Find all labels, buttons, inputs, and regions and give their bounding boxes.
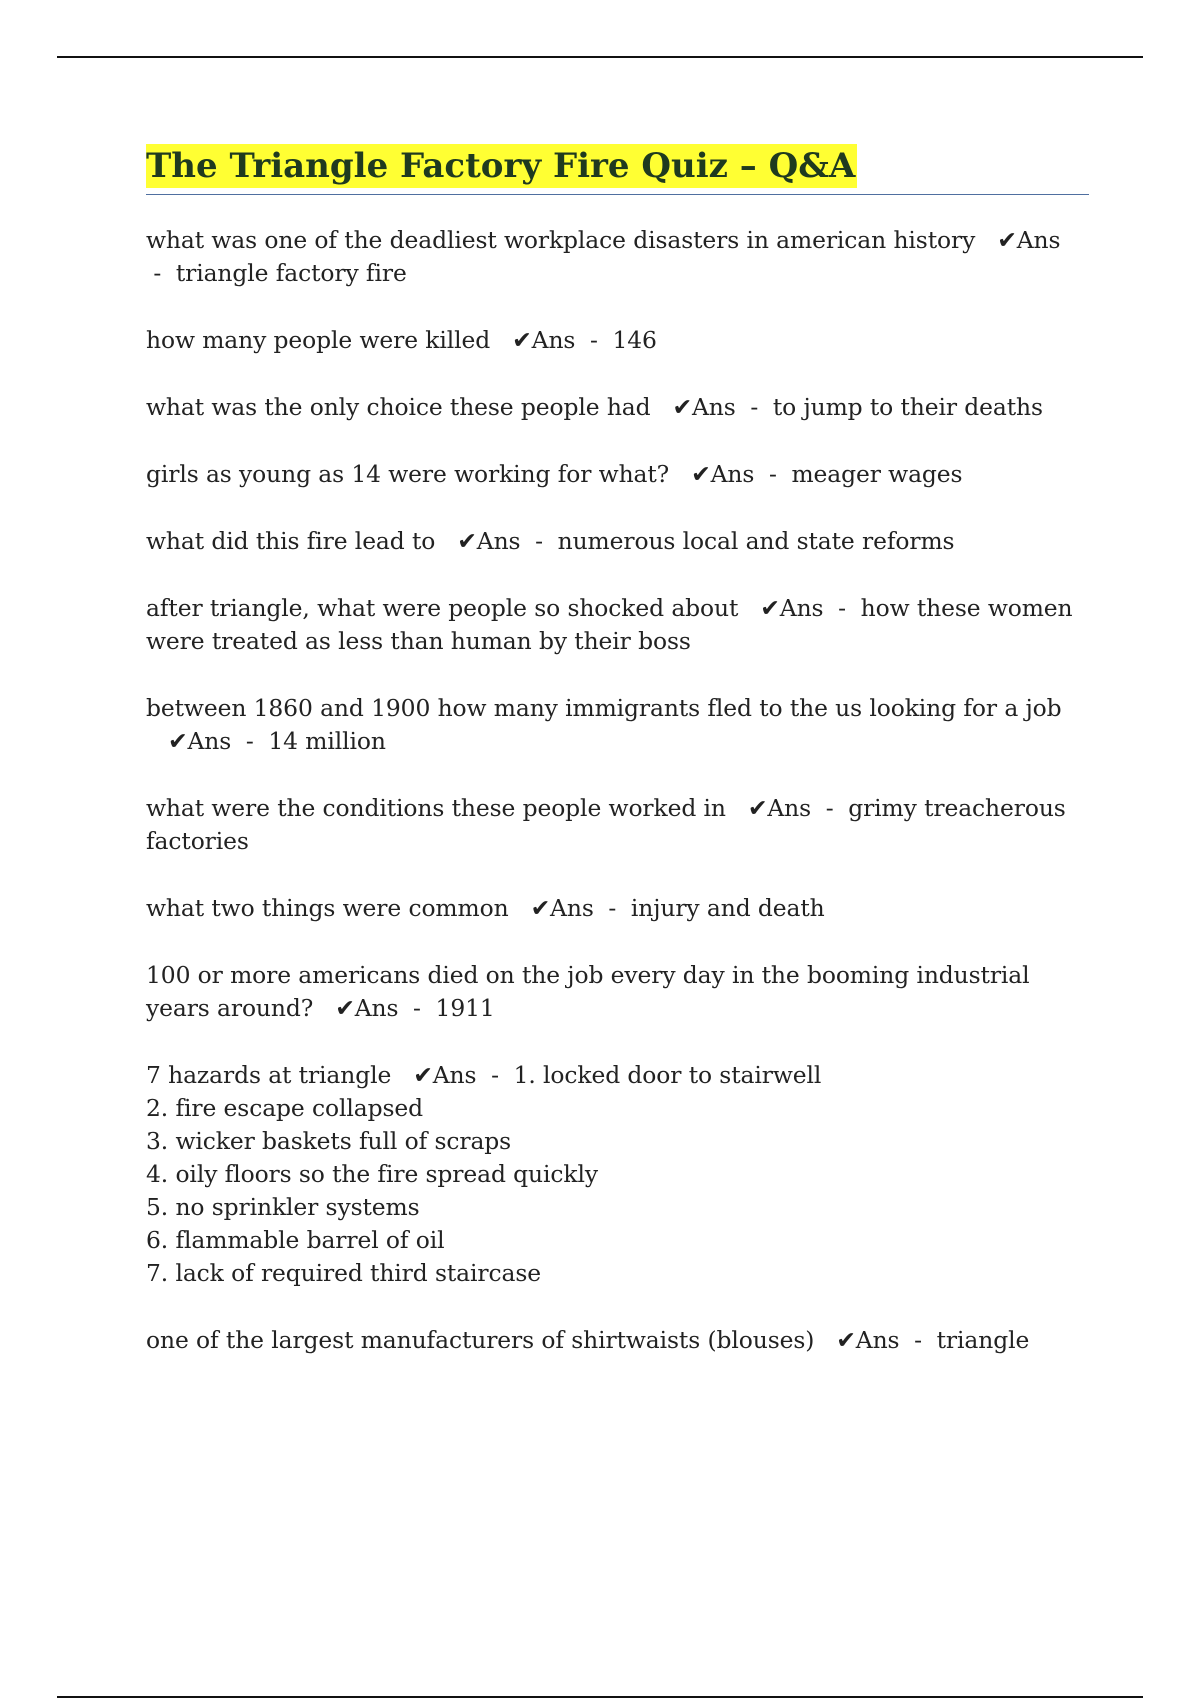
answer-text: 146 — [612, 326, 657, 354]
answer-marker: ✔Ans — [413, 1061, 477, 1089]
qa-item: how many people were killed ✔Ans - 146 — [146, 326, 657, 354]
qa-item: 100 or more americans died on the job every day in the booming industrial years around? ✔Ans - 1911 — [146, 961, 1030, 1022]
question-text: girls as young as 14 were working for what? — [146, 460, 670, 488]
page-bottom-rule — [57, 1696, 1143, 1698]
question-text: what did this fire lead to — [146, 527, 436, 555]
qa-item: what did this fire lead to ✔Ans - numerous local and state reforms — [146, 527, 955, 555]
hazard-list — [146, 1092, 1089, 1290]
answer-marker: ✔Ans — [530, 894, 594, 922]
answer-marker: ✔Ans — [512, 326, 576, 354]
answer-text: numerous local and state reforms — [557, 527, 955, 555]
hazard-item: 3. wicker baskets full of scraps — [146, 1127, 512, 1155]
answer-marker: ✔Ans — [168, 727, 232, 755]
question-text: what was the only choice these people had — [146, 393, 651, 421]
answer-marker: ✔Ans — [997, 226, 1061, 254]
answer-text: 14 million — [268, 727, 386, 755]
title-block — [146, 144, 1089, 195]
answer-text: 1911 — [435, 994, 495, 1022]
question-text: what was one of the deadliest workplace disasters in american history — [146, 226, 976, 254]
answer-marker: ✔Ans — [760, 594, 824, 622]
question-text: 7 hazards at triangle — [146, 1061, 392, 1089]
answer-text: grimy treacherous factories — [146, 794, 1066, 855]
question-text: how many people were killed — [146, 326, 491, 354]
qa-item: one of the largest manufacturers of shirtwaists (blouses) ✔Ans - triangle — [146, 1326, 1030, 1354]
answer-text: meager wages — [791, 460, 963, 488]
qa-item: girls as young as 14 were working for what? ✔Ans - meager wages — [146, 460, 963, 488]
hazard-item: 7. lack of required third staircase — [146, 1259, 541, 1287]
document-body — [146, 144, 1089, 1391]
answer-marker: ✔Ans — [691, 460, 755, 488]
answer-text: to jump to their deaths — [772, 393, 1043, 421]
answer-marker: ✔Ans — [672, 393, 736, 421]
hazard-item: 5. no sprinkler systems — [146, 1193, 420, 1221]
qa-item: after triangle, what were people so shocked about ✔Ans - how these women were treated as less than human by their boss — [146, 594, 1073, 655]
page-top-rule — [57, 56, 1143, 58]
qa-item: what was the only choice these people had ✔Ans - to jump to their deaths — [146, 393, 1043, 421]
answer-text: 1. locked door to stairwell — [513, 1061, 822, 1089]
qa-item: what were the conditions these people worked in ✔Ans - grimy treacherous factories — [146, 794, 1066, 855]
hazard-item: 2. fire escape collapsed — [146, 1094, 423, 1122]
qa-item: what two things were common ✔Ans - injury and death — [146, 894, 825, 922]
question-text: between 1860 and 1900 how many immigrants fled to the us looking for a job — [146, 694, 1062, 722]
question-text: after triangle, what were people so shocked about — [146, 594, 739, 622]
answer-text: injury and death — [630, 894, 825, 922]
answer-text: triangle — [936, 1326, 1030, 1354]
qa-item-hazards: 7 hazards at triangle ✔Ans - 1. locked door to stairwell 2. fire escape collapsed 3. wicker baskets full of scraps 4. oily floors so the fire spread quickly 5. no sprinkler systems 6. flammable barrel of oil 7. lack of required third staircase — [146, 1059, 1089, 1290]
question-text: one of the largest manufacturers of shirtwaists (blouses) — [146, 1326, 815, 1354]
answer-text: triangle factory fire — [175, 259, 407, 287]
qa-item: between 1860 and 1900 how many immigrants fled to the us looking for a job ✔Ans - 14 million — [146, 694, 1062, 755]
document-title: The Triangle Factory Fire Quiz – Q&A — [146, 146, 856, 186]
answer-marker: ✔Ans — [747, 794, 812, 822]
question-text: 100 or more americans died on the job every day in the booming industrial years around? — [146, 961, 1030, 1022]
question-text: what two things were common — [146, 894, 509, 922]
answer-text: how these women were treated as less than human by their boss — [146, 594, 1073, 655]
answer-marker: ✔Ans — [836, 1326, 900, 1354]
answer-marker: ✔Ans — [335, 994, 399, 1022]
hazard-item: 4. oily floors so the fire spread quickly — [146, 1160, 598, 1188]
answer-marker: ✔Ans — [457, 527, 521, 555]
question-text: what were the conditions these people worked in — [146, 794, 726, 822]
qa-item: what was one of the deadliest workplace disasters in american history ✔Ans - triangle factory fire — [146, 226, 1061, 287]
hazard-item: 6. flammable barrel of oil — [146, 1226, 445, 1254]
